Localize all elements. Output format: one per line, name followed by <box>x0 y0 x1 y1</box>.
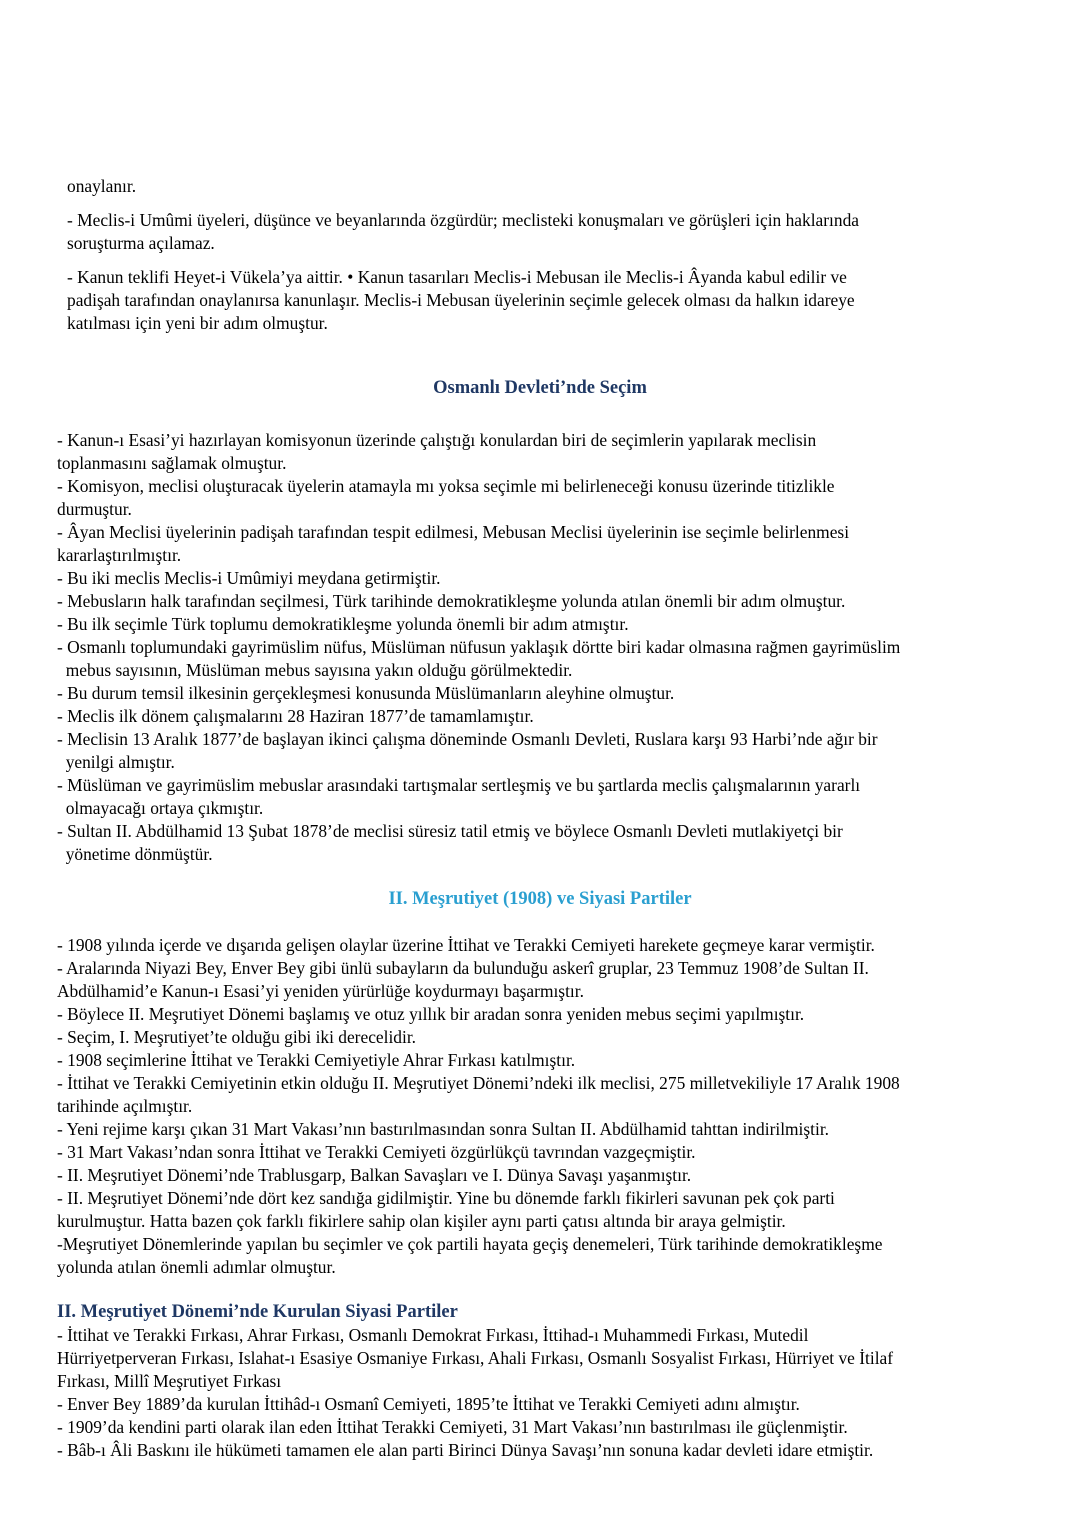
constitution-line: - Böylece II. Meşrutiyet Dönemi başlamış ve otuz yıllık bir aradan sonra yeniden mebus seçimi yapılmıştır. <box>57 1004 805 1024</box>
section-heading-election: Osmanlı Devleti’nde Seçim <box>433 378 647 398</box>
constitution-line: kurulmuştur. Hatta bazen çok farklı fikirlere sahip olan kişiler aynı parti çatısı altında bir araya gelmiştir. <box>57 1211 786 1231</box>
parties-line: - Bâb-ı Âli Baskını ile hükümeti tamamen ele alan parti Birinci Dünya Savaşı’nın sonuna kadar devleti idare etmiştir. <box>57 1440 874 1460</box>
election-line: olmayacağı ortaya çıkmıştır. <box>57 798 264 818</box>
election-line: mebus sayısının, Müslüman mebus sayısına yakın olduğu görülmektedir. <box>57 660 573 680</box>
election-line: - Kanun-ı Esasi’yi hazırlayan komisyonun üzerinde çalıştığı konulardan biri de seçimlerin yapılarak meclisin <box>57 430 817 450</box>
intro-line: padişah tarafından onaylanırsa kanunlaşır. Meclis-i Mebusan üyelerinin seçimle gelecek olması da halkın idareye <box>67 290 855 310</box>
section-heading-parties: II. Meşrutiyet Dönemi’nde Kurulan Siyasi Partiler <box>57 1302 458 1322</box>
election-line: toplanmasını sağlamak olmuştur. <box>57 453 287 473</box>
parties-line: Fırkası, Millî Meşrutiyet Fırkası <box>57 1371 282 1391</box>
parties-line: - 1909’da kendini parti olarak ilan eden İttihat Terakki Cemiyeti, 31 Mart Vakası’nın bastırılması ile güçlenmiştir. <box>57 1417 848 1437</box>
election-line: kararlaştırılmıştır. <box>57 545 182 565</box>
constitution-line: yolunda atılan önemli adımlar olmuştur. <box>57 1257 336 1277</box>
intro-line: katılması için yeni bir adım olmuştur. <box>67 313 328 333</box>
constitution-line: - 31 Mart Vakası’ndan sonra İttihat ve Terakki Cemiyeti özgürlükçü tavrından vazgeçmiştir. <box>57 1142 696 1162</box>
parties-line: Hürriyetperveran Fırkası, Islahat-ı Esasiye Osmaniye Fırkası, Ahali Fırkası, Osmanlı Sosyalist Fırkası, Hürriyet ve İtilaf <box>57 1348 894 1368</box>
intro-line: onaylanır. <box>67 176 137 196</box>
constitution-line: - Seçim, I. Meşrutiyet’te olduğu gibi iki derecelidir. <box>57 1027 417 1047</box>
election-line: - Bu durum temsil ilkesinin gerçekleşmesi konusunda Müslümanların aleyhine olmuştur. <box>57 683 675 703</box>
constitution-line: - Aralarında Niyazi Bey, Enver Bey gibi ünlü subayların da bulunduğu askerî gruplar, 23 Temmuz 1908’de Sultan II. <box>57 958 869 978</box>
election-line: - Sultan II. Abdülhamid 13 Şubat 1878’de meclisi süresiz tatil etmiş ve böylece Osmanlı Devleti mutlakiyetçi bir <box>57 821 843 841</box>
constitution-line: - II. Meşrutiyet Dönemi’nde dört kez sandığa gidilmiştir. Yine bu dönemde farklı fikirleri savunan pek çok parti <box>57 1188 835 1208</box>
constitution-line: - Yeni rejime karşı çıkan 31 Mart Vakası’nın bastırılmasından sonra Sultan II. Abdülhamid tahttan indirilmiştir. <box>57 1119 829 1139</box>
constitution-line: tarihinde açılmıştır. <box>57 1096 193 1116</box>
constitution-line: - II. Meşrutiyet Dönemi’nde Trablusgarp, Balkan Savaşları ve I. Dünya Savaşı yaşanmıştır. <box>57 1165 692 1185</box>
election-line: - Müslüman ve gayrimüslim mebuslar arasındaki tartışmalar sertleşmiş ve bu şartlarda meclis çalışmalarının yararlı <box>57 775 861 795</box>
section-heading-constitution: II. Meşrutiyet (1908) ve Siyasi Partiler <box>388 889 692 909</box>
constitution-line: - İttihat ve Terakki Cemiyetinin etkin olduğu II. Meşrutiyet Dönemi’ndeki ilk meclisi, 275 milletvekiliyle 17 Aralık 1908 <box>57 1073 900 1093</box>
election-line: - Meclisin 13 Aralık 1877’de başlayan ikinci çalışma döneminde Osmanlı Devleti, Ruslara karşı 93 Harbi’nde ağır bir <box>57 729 878 749</box>
intro-line: soruşturma açılamaz. <box>67 233 215 253</box>
parties-line: - İttihat ve Terakki Fırkası, Ahrar Fırkası, Osmanlı Demokrat Fırkası, İttihad-ı Muhammedi Fırkası, Mutedil <box>57 1325 809 1345</box>
constitution-line: -Meşrutiyet Dönemlerinde yapılan bu seçimler ve çok partili hayata geçiş denemeleri, Türk tarihinde demokratikleşme <box>57 1234 883 1254</box>
election-line: - Komisyon, meclisi oluşturacak üyelerin atamayla mı yoksa seçimle mi belirleneceği konusu üzerinde titizlikle <box>57 476 835 496</box>
constitution-line: - 1908 seçimlerine İttihat ve Terakki Cemiyetiyle Ahrar Fırkası katılmıştır. <box>57 1050 576 1070</box>
election-line: - Osmanlı toplumundaki gayrimüslim nüfus, Müslüman nüfusun yaklaşık dörtte biri kadar olmasına rağmen gayrimüslim <box>57 637 901 657</box>
constitution-line: - 1908 yılında içerde ve dışarıda gelişen olaylar üzerine İttihat ve Terakki Cemiyeti harekete geçmeye karar vermiştir. <box>57 935 875 955</box>
intro-line: - Kanun teklifi Heyet-i Vükela’ya aittir. • Kanun tasarıları Meclis-i Mebusan ile Meclis-i Âyanda kabul edilir ve <box>67 267 847 287</box>
election-line: - Bu ilk seçimle Türk toplumu demokratikleşme yolunda önemli bir adım atmıştır. <box>57 614 629 634</box>
parties-line: - Enver Bey 1889’da kurulan İttihâd-ı Osmanî Cemiyeti, 1895’te İttihat ve Terakki Cemiyeti adını almıştır. <box>57 1394 800 1414</box>
election-line: yönetime dönmüştür. <box>57 844 213 864</box>
election-line: - Meclis ilk dönem çalışmalarını 28 Haziran 1877’de tamamlamıştır. <box>57 706 534 726</box>
election-line: yenilgi almıştır. <box>57 752 175 772</box>
election-line: - Bu iki meclis Meclis-i Umûmiyi meydana getirmiştir. <box>57 568 441 588</box>
election-line: - Mebusların halk tarafından seçilmesi, Türk tarihinde demokratikleşme yolunda atılan önemli bir adım olmuştur. <box>57 591 846 611</box>
election-line: - Âyan Meclisi üyelerinin padişah tarafından tespit edilmesi, Mebusan Meclisi üyelerinin ise seçimle belirlenmesi <box>57 522 850 542</box>
election-line: durmuştur. <box>57 499 132 519</box>
constitution-line: Abdülhamid’e Kanun-ı Esasi’yi yeniden yürürlüğe koydurmayı başarmıştır. <box>57 981 584 1001</box>
intro-line: - Meclis-i Umûmi üyeleri, düşünce ve beyanlarında özgürdür; meclisteki konuşmaları ve görüşleri için haklarında <box>67 210 859 230</box>
